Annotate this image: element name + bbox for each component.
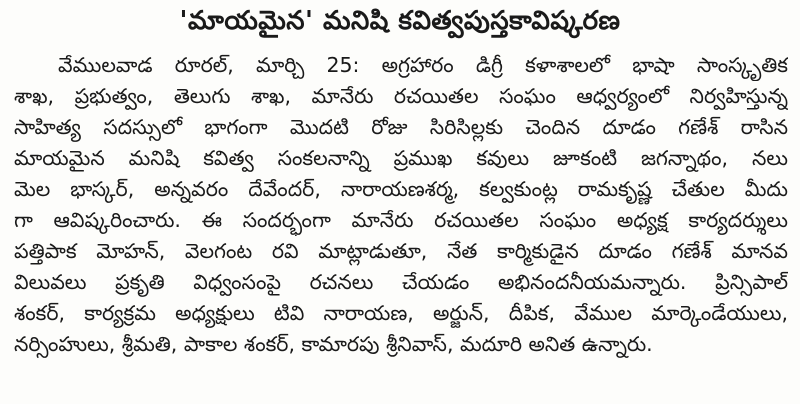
article-line: విలువలు ప్రకృతి విధ్వంసంపై రచనలు చేయడం అభినందనీయమన్నారు. ప్రిన్సిపాల్ (14, 270, 788, 294)
article-line: నర్సింహులు, శ్రీమతి, పాకాల శంకర్, కామారపు శ్రీనివాస్, మదూరి అనిత ఉన్నారు. (14, 332, 653, 356)
article-line: వేములవాడ రూరల్, మార్చి 25: అగ్రహారం డిగ్రీ కళాశాలలో భాషా సాంస్కృతిక (58, 53, 788, 77)
article-line: సాహిత్య సదస్సులో భాగంగా మొదటి రోజు సిరిసిల్లకు చెందిన దూడం గణేశ్ రాసిన (14, 115, 788, 139)
article-line: శాఖ, ప్రభుత్వం, తెలుగు శాఖ, మానేరు రచయితల సంఘం ఆధ్వర్యంలో నిర్వహిస్తున్న (14, 84, 788, 108)
article-line: పత్తిపాక మోహన్, వెలగంట రవి మాట్లాడుతూ, నేత కార్మికుడైన దూడం గణేశ్ మానవ (14, 239, 788, 263)
article-line: గా ఆవిష్కరించారు. ఈ సందర్భంగా మానేరు రచయితల సంఘం అధ్యక్ష కార్యదర్శులు (14, 208, 788, 232)
article-body (14, 50, 788, 360)
article-line: శంకర్, కార్యక్రమ అధ్యక్షులు టివి నారాయణ, అర్జున్, దీపిక, వేముల మార్కెండేయులు, (14, 301, 788, 325)
article-headline: 'మాయమైన' మనిషి కవిత్వపుస్తకావిష్కరణ (179, 6, 621, 36)
article-line: మాయమైన మనిషి కవిత్వ సంకలనాన్ని ప్రముఖ కవులు జూకంటి జగన్నాథం, నలు (14, 146, 788, 170)
article-line: మెల భాస్కర్, అన్నవరం దేవేందర్, నారాయణశర్మ, కల్వకుంట్ల రామకృష్ణ చేతుల మీదు (14, 177, 788, 201)
